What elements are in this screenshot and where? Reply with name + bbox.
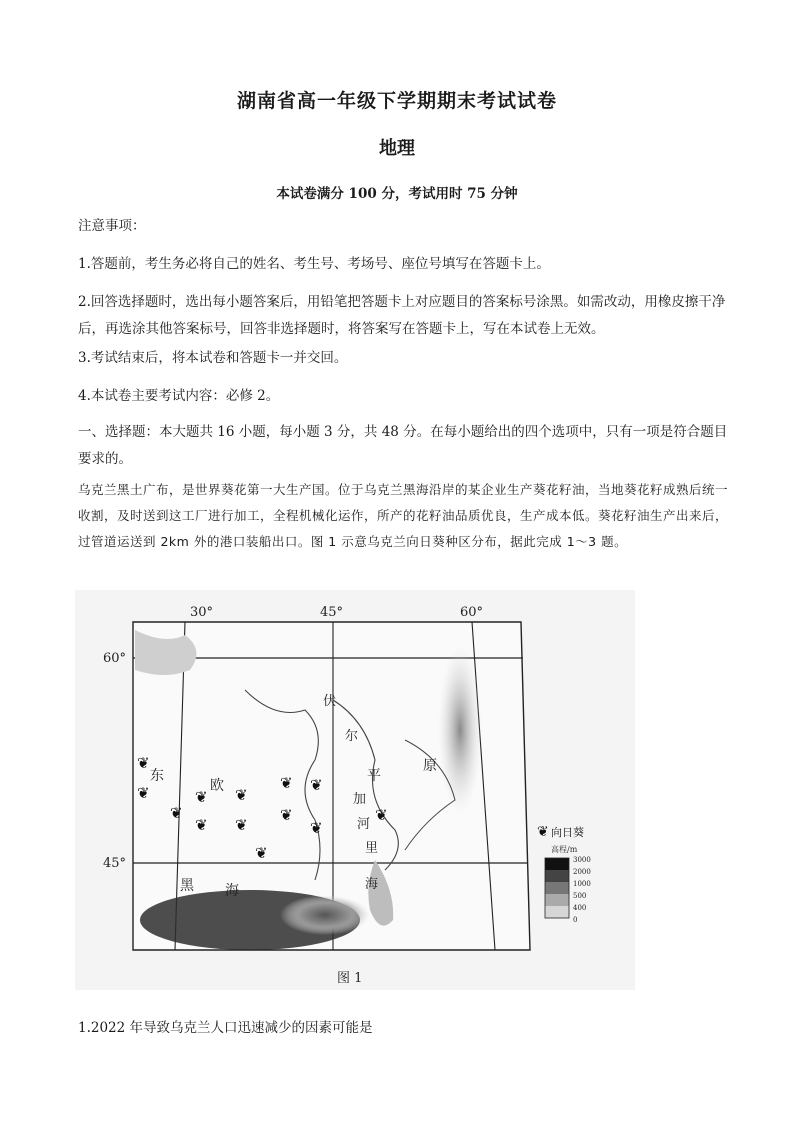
score-note: 本试卷满分 100 分，考试用时 75 分钟 xyxy=(276,186,518,202)
section-heading: 一、选择题：本大题共 16 小题，每小题 3 分，共 48 分。在每小题给出的四个选项中，只有一项是符合题目要求的。 xyxy=(78,424,728,467)
legend-sunflower-icon: ❦ xyxy=(537,824,549,840)
region-char-hai-black: 海 xyxy=(225,883,239,899)
region-char-ping: 平 xyxy=(367,768,381,784)
sunflower-icon: ❦ xyxy=(235,786,248,804)
caucasus-shading xyxy=(280,895,370,935)
region-char-yuan: 原 xyxy=(423,758,437,774)
sunflower-icon: ❦ xyxy=(310,776,323,794)
ural-mountains-shading xyxy=(438,645,482,815)
legend-value: 500 xyxy=(573,892,587,900)
region-char-jia: 加 xyxy=(353,792,367,807)
legend-elevation-label: 高程/m xyxy=(551,845,578,854)
sunflower-icon: ❦ xyxy=(310,819,323,837)
note-item-3: 3.考试结束后，将本试卷和答题卡一并交回。 xyxy=(78,350,348,366)
sunflower-icon: ❦ xyxy=(137,784,150,802)
region-char-dong: 东 xyxy=(150,768,164,784)
sunflower-icon: ❦ xyxy=(280,774,293,792)
note-item-2: 2.回答选择题时，选出每小题答案后，用铅笔把答题卡上对应题目的答案标号涂黑。如需改动，用橡皮擦干净后，再选涂其他答案标号，回答非选择题时，将答案写在答题卡上，写在本试卷上无效。 xyxy=(78,294,726,337)
lon-label-60: 60° xyxy=(460,605,484,620)
sunflower-icon: ❦ xyxy=(137,754,150,772)
question-1: 1.2022 年导致乌克兰人口迅速减少的因素可能是 xyxy=(78,1020,373,1036)
figure-1-map xyxy=(75,590,635,990)
sunflower-icon: ❦ xyxy=(280,806,293,824)
figure-caption: 图 1 xyxy=(337,971,363,986)
region-char-er: 尔 xyxy=(345,729,359,744)
legend-title: 向日葵 xyxy=(551,826,584,839)
region-char-hai-caspian: 海 xyxy=(365,877,379,892)
legend-value: 2000 xyxy=(573,868,591,876)
sunflower-icon: ❦ xyxy=(255,844,268,862)
lat-label-45: 45° xyxy=(103,856,127,871)
sunflower-icon: ❦ xyxy=(195,816,208,834)
region-char-ou: 欧 xyxy=(210,778,224,794)
notes-heading: 注意事项： xyxy=(78,218,146,234)
sunflower-icon: ❦ xyxy=(170,804,183,822)
sunflower-icon: ❦ xyxy=(195,788,208,806)
subject-title: 地理 xyxy=(379,138,415,159)
lon-label-45: 45° xyxy=(320,605,344,620)
lon-label-30: 30° xyxy=(190,605,214,620)
lat-label-60: 60° xyxy=(103,651,127,666)
note-item-4: 4.本试卷主要考试内容：必修 2。 xyxy=(78,388,280,404)
legend-value: 0 xyxy=(573,916,578,924)
exam-title: 湖南省高一年级下学期期末考试试卷 xyxy=(236,90,557,112)
legend-value: 3000 xyxy=(573,856,591,864)
region-char-fu: 伏 xyxy=(323,694,337,709)
reading-passage: 乌克兰黑土广布，是世界葵花第一大生产国。位于乌克兰黑海沿岸的某企业生产葵花籽油，当地葵花籽成熟后统一收割，及时送到这工厂进行加工，全程机械化运作，所产的花籽油品质优良，生产成本低。葵花籽油生产出来后，过管道运送到 2km 外的港口装船出口。图 1 示意乌克兰向日葵种区分布，据此完成 1～3 题。 xyxy=(78,482,729,549)
region-char-he: 河 xyxy=(357,817,371,832)
region-char-hei: 黑 xyxy=(180,878,194,894)
legend-value: 1000 xyxy=(573,880,591,888)
sunflower-icon: ❦ xyxy=(235,816,248,834)
note-item-1: 1.答题前，考生务必将自己的姓名、考生号、考场号、座位号填写在答题卡上。 xyxy=(78,256,550,272)
legend-value: 400 xyxy=(573,904,587,912)
region-char-li: 里 xyxy=(365,841,379,856)
sunflower-icon: ❦ xyxy=(375,806,388,824)
